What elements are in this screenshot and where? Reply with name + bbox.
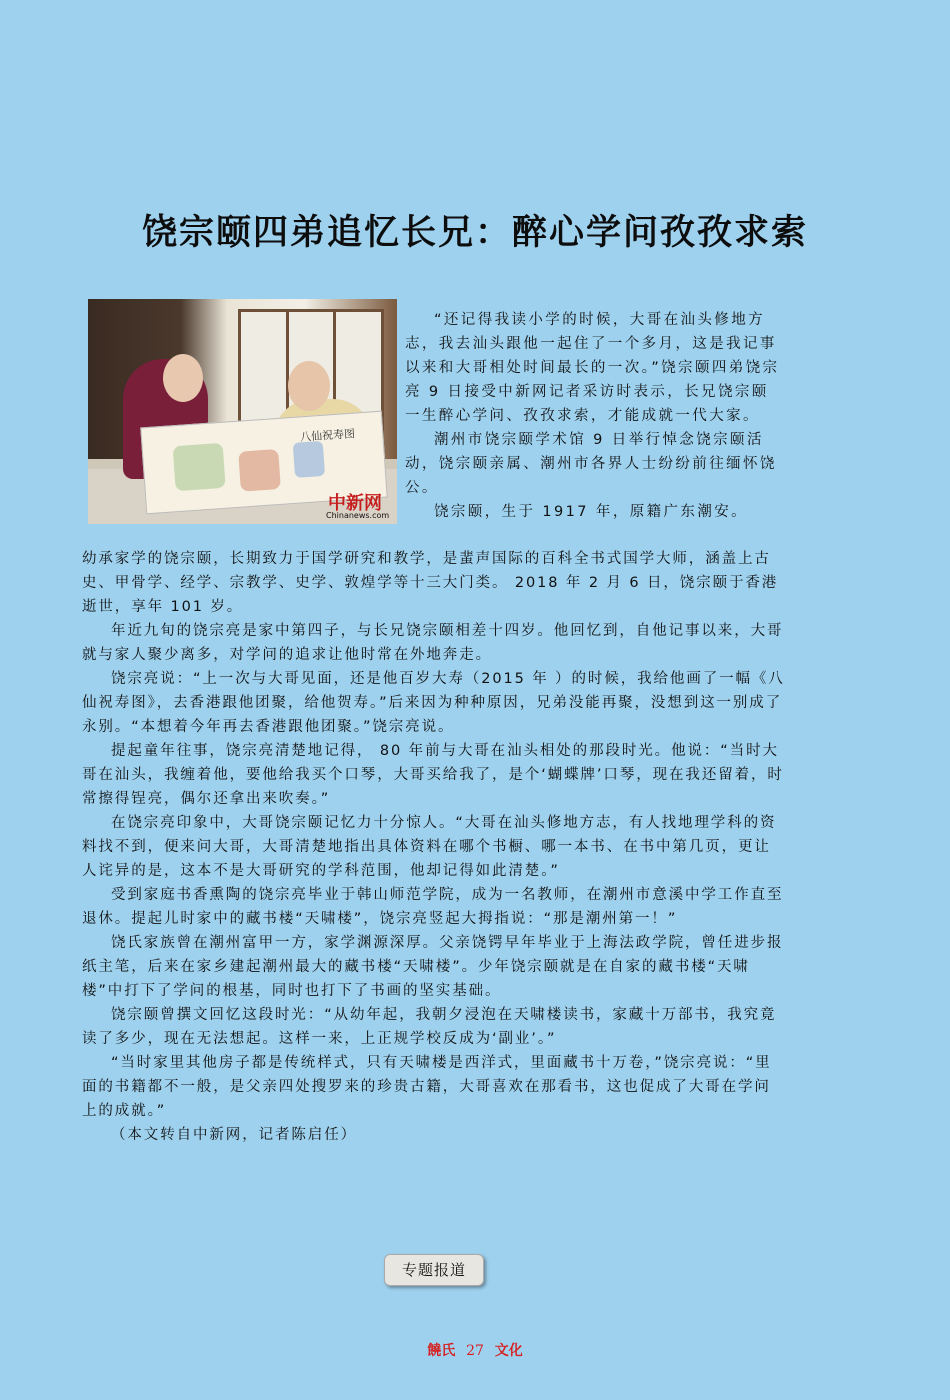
paragraph: 饶氏家族曾在潮州富甲一方，家学渊源深厚。父亲饶锷早年毕业于上海法政学院，曾任进步报纸主笔，后来在家乡建起潮州最大的藏书楼“天啸楼”。少年饶宗颐就是在自家的藏书楼“天啸楼”中打下了学问的根基，同时也打下了书画的坚实基础。 [82,935,784,999]
body-text-block [82,547,785,1147]
paragraph: 年近九旬的饶宗亮是家中第四子，与长兄饶宗颐相差十四岁。他回忆到，自他记事以来，大哥就与家人聚少离多，对学问的追求让他时常在外地奔走。 [82,623,784,663]
watermark-logo: 中新网 [328,493,382,514]
source-credit: （本文转自中新网，记者陈启任） [111,1127,357,1143]
paragraph: 饶宗亮说：“上一次与大哥见面，还是他百岁大寿（2015 年 ）的时候，我给他画了一幅《八仙祝寿图》，去香港跟他团聚，给他贺寿。”后来因为种种原因，兄弟没能再聚，没想到这一别成了永别。“本想着今年再去香港跟他团聚。”饶宗亮说。 [82,671,785,735]
scroll-title: 八仙祝寿图 [299,427,356,444]
paragraph: 受到家庭书香熏陶的饶宗亮毕业于韩山师范学院，成为一名教师，在潮州市意溪中学工作直至退休。提起儿时家中的藏书楼“天啸楼”，饶宗亮竖起大拇指说：“那是潮州第一！” [82,887,784,927]
footer-right: 文化 [494,1343,523,1359]
float-text-block [405,308,785,524]
paragraph: 幼承家学的饶宗颐，长期致力于国学研究和教学，是蜚声国际的百科全书式国学大师，涵盖上古史、甲骨学、经学、宗教学、史学、敦煌学等十三大门类。 2018 年 2 月 6 日，饶宗颐于香港逝世，享年 101 岁。 [82,551,779,615]
paragraph: 饶宗颐，生于 1917 年，原籍广东潮安。 [434,504,749,520]
footer-left: 饒氏 [427,1343,456,1359]
page-footer [0,1340,950,1360]
section-tag: 专题报道 [384,1254,484,1286]
paragraph: “当时家里其他房子都是传统样式，只有天啸楼是西洋式，里面藏书十万卷，”饶宗亮说：“里面的书籍都不一般，是父亲四处搜罗来的珍贵古籍，大哥喜欢在那看书，这也促成了大哥在学问上的成就。” [82,1055,772,1119]
article-photo [88,299,397,524]
watermark-url: Chinanews.com [326,511,390,520]
paragraph: 潮州市饶宗颐学术馆 9 日举行悼念饶宗颐活动，饶宗颐亲属、潮州市各界人士纷纷前往缅怀饶公。 [405,432,777,496]
paragraph: 在饶宗亮印象中，大哥饶宗颐记忆力十分惊人。“大哥在汕头修地方志，有人找地理学科的资料找不到，便来问大哥，大哥清楚地指出具体资料在哪个书橱、哪一本书、在书中第几页，更让人诧异的是，这本不是大哥研究的学科范围，他却记得如此清楚。” [82,815,777,879]
article-title: 饶宗颐四弟追忆长兄：醉心学问孜孜求索 [141,213,808,253]
paragraph: 饶宗颐曾撰文回忆这段时光：“从幼年起，我朝夕浸泡在天啸楼读书，家藏十万部书，我究竟读了多少，现在无法想起。这样一来，上正规学校反成为‘副业’。” [82,1007,777,1047]
paragraph: 提起童年往事，饶宗亮清楚地记得， 80 年前与大哥在汕头相处的那段时光。他说：“当时大哥在汕头，我缠着他，要他给我买个口琴，大哥买给我了，是个‘蝴蝶牌’口琴，现在我还留着，时常擦得锃亮，偶尔还拿出来吹奏。” [82,743,784,807]
paragraph: “还记得我读小学的时候，大哥在汕头修地方志，我去汕头跟他一起住了一个多月，这是我记事以来和大哥相处时间最长的一次。”饶宗颐四弟饶宗亮 9 日接受中新网记者采访时表示，长兄饶宗颐一生醉心学问、孜孜求索，才能成就一代大家。 [405,312,780,424]
page-number: 27 [466,1343,484,1359]
